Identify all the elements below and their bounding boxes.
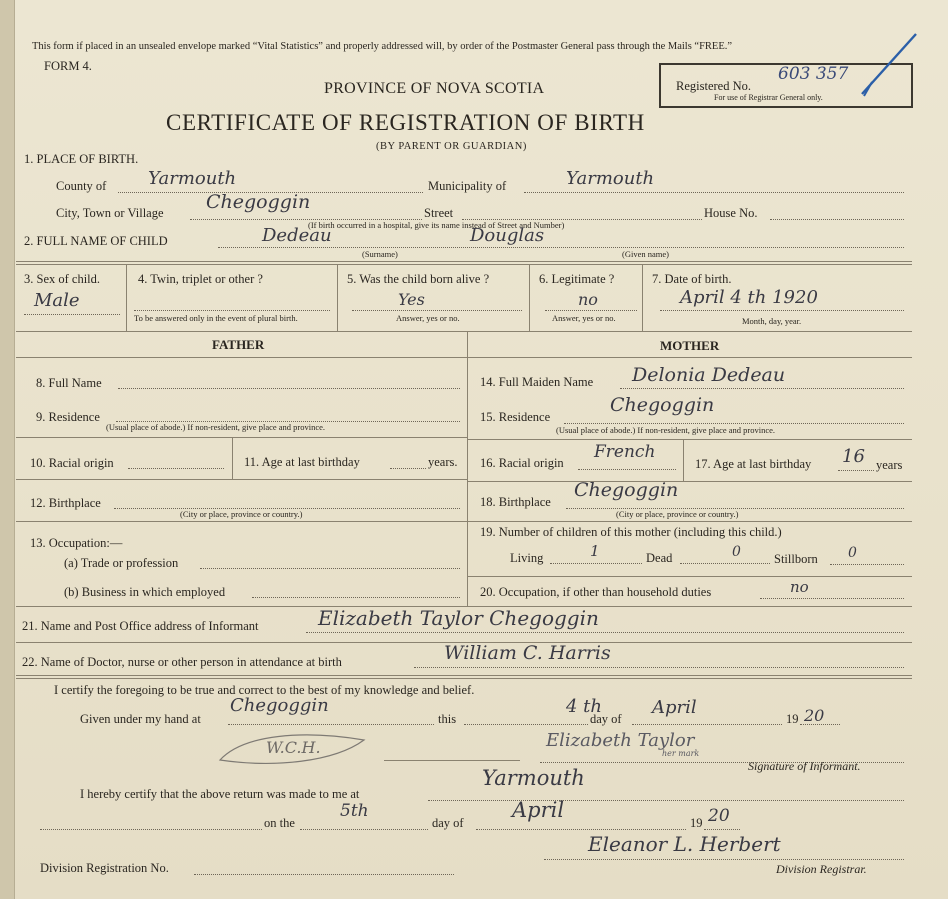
father-age-divider [232,437,233,479]
day-value: 4 th [566,696,602,717]
blue-pencil-check [858,30,920,100]
place-of-birth-label: 1. PLACE OF BIRTH. [24,152,139,166]
year-prefix: 19 [786,712,799,726]
mother-residence-line [564,423,904,424]
registrar-caption: Division Registrar. [776,862,867,876]
month-value: April [652,697,697,718]
child-name-line [218,247,904,248]
registrar-note: For use of Registrar General only. [714,93,823,102]
mother-rule-c [467,521,912,522]
province-heading: PROVINCE OF NOVA SCOTIA [324,80,545,97]
return-day-value: 5th [340,801,369,821]
father-age-label: 11. Age at last birthday [244,455,360,469]
on-the-label: on the [264,816,295,830]
father-residence-label: 9. Residence [36,410,100,424]
rule-2 [16,331,912,332]
trade-label: (a) Trade or profession [64,556,179,570]
stillborn-line [830,564,904,565]
mother-heading: MOTHER [660,338,720,353]
sex-line [24,314,120,315]
father-name-line [118,388,460,389]
year-value: 20 [804,706,825,725]
return-place-value: Yarmouth [482,766,585,790]
municipality-value: Yarmouth [566,168,655,189]
return-year-value: 20 [708,806,730,826]
hospital-note: (If birth occurred in a hospital, give its name instead of Street and Number) [308,220,565,230]
twin-line [134,310,330,311]
doctor-value: William C. Harris [444,642,611,664]
father-name-label: 8. Full Name [36,376,102,390]
dead-label: Dead [646,551,673,565]
month-line [632,724,782,725]
informant-label: 21. Name and Post Office address of Informant [22,619,259,633]
father-birthplace-label: 12. Birthplace [30,496,101,510]
living-value: 1 [590,542,600,560]
legitimate-label: 6. Legitimate ? [539,272,615,286]
return-year-prefix: 19 [690,816,703,830]
city-label: City, Town or Village [56,206,164,220]
father-racial-label: 10. Racial origin [30,456,114,470]
mother-residence-note: (Usual place of abode.) If non-resident, give place and province. [556,425,776,435]
mother-occupation-line [760,598,904,599]
father-mother-divider [467,332,468,606]
doctor-label: 22. Name of Doctor, nurse or other person in attendance at birth [22,655,342,669]
trade-line [200,568,460,569]
mother-birthplace-value: Chegoggin [574,479,679,501]
return-day-line [300,829,428,830]
father-racial-line [128,468,224,469]
registered-number: 603 357 [778,64,849,84]
informant-signature: Elizabeth Taylor [546,730,695,751]
father-rule-c [16,521,467,522]
legitimate-note: Answer, yes or no. [552,313,616,323]
mother-birthplace-note: (City or place, province or country.) [616,509,739,519]
business-label: (b) Business in which employed [64,585,226,599]
divider-5 [529,265,530,331]
child-given-name: Douglas [470,225,545,246]
father-years-label: years. [428,455,458,469]
registrar-signature-line [544,859,904,860]
signature-rule [384,760,520,761]
mother-rule-a [467,439,912,440]
mother-residence-value: Chegoggin [610,394,715,416]
mother-racial-label: 16. Racial origin [480,456,564,470]
mother-age-value: 16 [842,446,865,467]
dob-value: April 4 th 1920 [680,287,818,308]
stillborn-label: Stillborn [774,552,818,566]
city-value: Chegoggin [206,191,311,213]
divider-6 [642,265,643,331]
mother-occupation-label: 20. Occupation, if other than household duties [480,585,712,599]
mother-racial-line [578,469,676,470]
mother-age-divider [683,439,684,481]
division-reg-label: Division Registration No. [40,861,169,875]
dead-line [680,563,770,564]
informant-line [306,632,904,633]
father-heading: FATHER [212,337,265,352]
sex-value: Male [34,290,80,311]
return-year-line [704,829,740,830]
county-label: County of [56,179,107,193]
this-label: this [438,712,457,726]
registered-label: Registered No. [676,79,751,93]
doctor-line [414,667,904,668]
rule-1b [16,264,912,265]
given-caption: (Given name) [622,249,669,259]
legitimate-line [545,310,637,311]
mother-age-label: 17. Age at last birthday [695,457,812,471]
mother-birthplace-label: 18. Birthplace [480,495,551,509]
house-line [770,219,904,220]
child-surname: Dedeau [262,225,332,246]
living-label: Living [510,551,544,565]
day-line [464,724,588,725]
alive-note: Answer, yes or no. [396,313,460,323]
divider-4 [337,265,338,331]
mother-age-line [838,470,874,471]
dead-value: 0 [732,544,741,560]
mail-notice: This form if placed in an unsealed envelope marked “Vital Statistics” and properly addressed will, by order of the Postmaster General pass through the Mails “FREE.” [32,41,733,52]
alive-label: 5. Was the child born alive ? [347,272,490,286]
rule-3 [16,357,912,358]
return-text: I hereby certify that the above return was made to me at [80,787,360,801]
on-the-leader [40,829,262,830]
divider-3 [126,265,127,331]
mother-maiden-line [620,388,904,389]
father-rule-b [16,479,467,480]
given-place-value: Chegoggin [230,695,329,716]
mother-years-label: years [876,458,903,472]
initials-value: W.C.H. [266,738,321,757]
municipality-line [524,192,904,193]
dob-line [660,310,904,311]
binding-edge [0,0,15,899]
day-of-label: day of [590,712,622,726]
mother-rule-d [467,576,912,577]
rule-1 [16,261,912,262]
division-reg-line [194,874,454,875]
certify-text: I certify the foregoing to be true and correct to the best of my knowledge and belief. [54,683,475,697]
living-line [550,563,642,564]
father-birthplace-note: (City or place, province or country.) [180,509,303,519]
legitimate-value: no [578,290,598,309]
return-month-value: April [512,798,565,822]
father-occupation-label: 13. Occupation:— [30,536,123,550]
father-age-line [390,468,426,469]
given-label: Given under my hand at [80,712,201,726]
county-value: Yarmouth [148,168,237,189]
signature-caption: Signature of Informant. [748,759,861,773]
mother-maiden-label: 14. Full Maiden Name [480,375,594,389]
given-place-line [228,724,434,725]
child-name-label: 2. FULL NAME OF CHILD [24,234,168,248]
page-subtitle: (BY PARENT OR GUARDIAN) [376,141,527,152]
page-title: CERTIFICATE OF REGISTRATION OF BIRTH [166,110,645,135]
mother-rule-b [467,481,912,482]
informant-value: Elizabeth Taylor Chegoggin [318,606,599,630]
informant-mark: her mark [662,749,700,758]
form-number: FORM 4. [44,59,92,73]
sex-label: 3. Sex of child. [24,272,101,286]
dob-label: 7. Date of birth. [652,272,732,286]
return-month-line [476,829,686,830]
alive-value: Yes [398,290,425,309]
return-place-line [428,800,904,801]
father-residence-note: (Usual place of abode.) If non-resident, give place and province. [106,422,326,432]
return-day-of-label: day of [432,816,464,830]
house-label: House No. [704,206,758,220]
registrar-signature: Eleanor L. Herbert [588,832,781,856]
mother-maiden-value: Delonia Dedeau [632,364,786,386]
stillborn-value: 0 [848,545,857,561]
twin-label: 4. Twin, triplet or other ? [138,272,263,286]
dob-note: Month, day, year. [742,316,802,326]
municipality-label: Municipality of [428,179,507,193]
father-rule-a [16,437,467,438]
street-label: Street [424,206,454,220]
rule-6b [16,678,912,679]
mother-residence-label: 15. Residence [480,410,551,424]
twin-note: To be answered only in the event of plural birth. [134,313,298,323]
rule-6 [16,675,912,676]
alive-line [352,310,522,311]
mother-occupation-value: no [790,578,809,596]
surname-caption: (Surname) [362,249,398,259]
business-line [252,597,460,598]
mother-racial-value: French [594,442,656,462]
children-label: 19. Number of children of this mother (including this child.) [480,525,782,539]
